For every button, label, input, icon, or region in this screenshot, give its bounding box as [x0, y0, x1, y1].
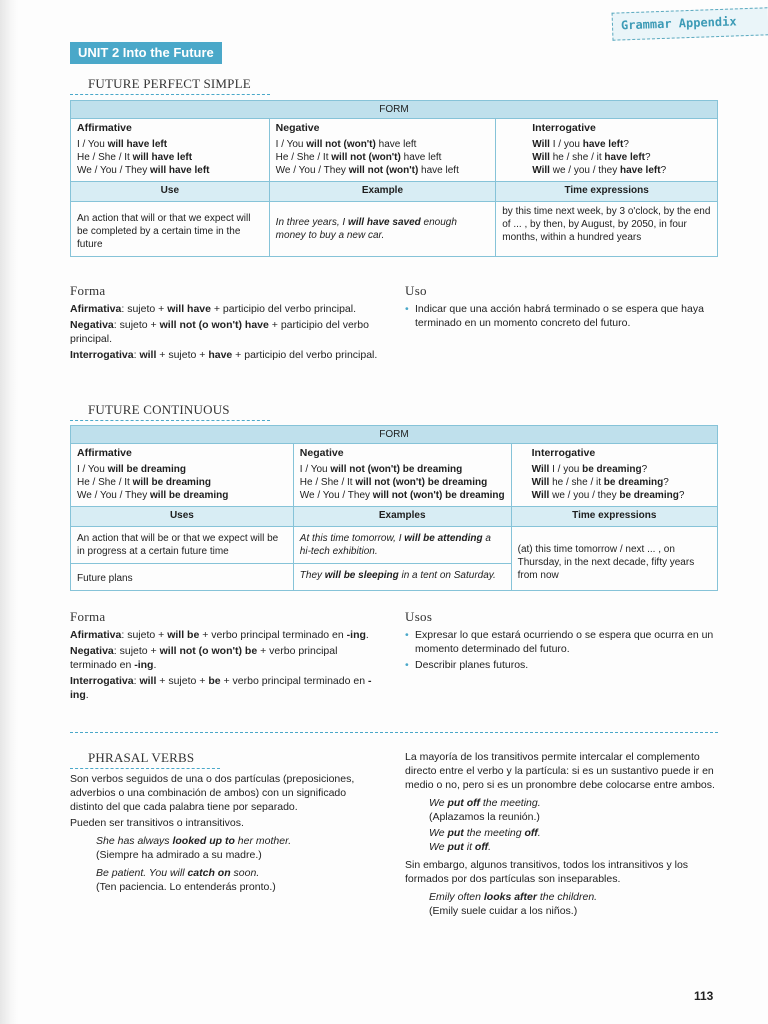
- section-divider: [70, 732, 718, 733]
- usos-item-2: • Describir planes futuros.: [405, 658, 718, 672]
- unit-banner: UNIT 2 Into the Future: [70, 42, 222, 64]
- form-header: FORM: [71, 101, 718, 119]
- grammar-appendix-tab: Grammar Appendix: [612, 7, 768, 40]
- time-expressions-header: Time expressions: [511, 507, 717, 527]
- phrasal-types: Pueden ser transitivos o intransitivos.: [70, 817, 244, 829]
- negative-title: Negative: [275, 122, 320, 134]
- uses-header: Uses: [71, 507, 294, 527]
- book-spine-shadow: [0, 0, 18, 1024]
- example-text: In three years, I will have saved enough money to buy a new car.: [269, 202, 496, 257]
- negative-cell: Negative I / You will not (won't) have left He / She / It will not (won't) have left We / You / They will not (won't) have left: [269, 119, 496, 182]
- interrogative-cell: Interrogative Will I / you have left? Will he / she / it have left? Will we / you / they have left?: [496, 119, 718, 182]
- forma-negative: Negativa: sujeto + will not (o won't) have + participio del verbo principal.: [70, 319, 369, 345]
- examples-header: Examples: [293, 507, 511, 527]
- future-continuous-table: [70, 425, 718, 591]
- uso-item: • Indicar que una acción habrá terminado o se espera que haya terminado en un momento concreto del futuro.: [405, 302, 718, 330]
- example-sentence: Be patient. You will catch on soon.: [96, 867, 260, 879]
- example-header: Example: [269, 182, 496, 202]
- example-2-text: They will be sleeping in a tent on Saturday.: [293, 564, 511, 591]
- example-sentence: She has always looked up to her mother.: [96, 835, 292, 847]
- negative-cell: Negative I / You will not (won't) be dreaming He / She / It will not (won't) be dreaming We / You / They will not (won't) be dreaming: [293, 444, 511, 507]
- example-sentence: We put the meeting off.: [429, 827, 541, 839]
- future-continuous-heading: FUTURE CONTINUOUS: [70, 402, 270, 421]
- interrogative-title: Interrogative: [532, 122, 596, 134]
- example-translation: (Emily suele cuidar a los niños.): [429, 905, 578, 917]
- usos-block-2: [405, 610, 718, 674]
- phrasal-inseparable-rule: Sin embargo, algunos transitivos, todos los intransitivos y los formados por dos partículas son inseparables.: [405, 859, 689, 885]
- example-1-text: At this time tomorrow, I will be attending a hi-tech exhibition.: [293, 527, 511, 564]
- time-expressions-header: Time expressions: [496, 182, 718, 202]
- affirmative-cell: Affirmative I / You will be dreaming He / She / It will be dreaming We / You / They will be dreaming: [71, 444, 294, 507]
- phrasal-left-column: [70, 772, 380, 894]
- uso-title: Uso: [405, 283, 427, 298]
- phrasal-right-column: [405, 750, 718, 918]
- forma-title: Forma: [70, 283, 106, 298]
- forma-interrogative: Interrogativa: will + sujeto + be + verbo principal terminado en -ing.: [70, 675, 372, 701]
- time-expressions-text: by this time next week, by 3 o'clock, by the end of ... , by then, by August, by 2050, in four months, within a hundred years: [496, 202, 718, 257]
- use-header: Use: [71, 182, 270, 202]
- forma-affirmative: Afirmativa: sujeto + will have + participio del verbo principal.: [70, 303, 357, 315]
- affirmative-title: Affirmative: [77, 122, 132, 134]
- use-2-text: Future plans: [71, 564, 294, 591]
- interrogative-cell: Interrogative Will I / you be dreaming? Will he / she / it be dreaming? Will we / you / they be dreaming?: [511, 444, 717, 507]
- time-expressions-text: (at) this time tomorrow / next ... , on Thursday, in the next decade, fifty years from now: [511, 527, 717, 591]
- forma-block-2: [70, 610, 380, 704]
- future-perfect-table: [70, 100, 718, 257]
- future-perfect-heading: FUTURE PERFECT SIMPLE: [70, 76, 270, 95]
- usos-title: Usos: [405, 609, 433, 624]
- example-translation: (Siempre ha admirado a su madre.): [96, 849, 262, 861]
- example-translation: (Ten paciencia. Lo entenderás pronto.): [96, 881, 276, 893]
- forma-title: Forma: [70, 609, 106, 624]
- phrasal-verbs-heading: PHRASAL VERBS: [70, 750, 220, 769]
- uso-block-1: [405, 284, 718, 332]
- form-header: FORM: [71, 426, 718, 444]
- phrasal-transitive-rule: La mayoría de los transitivos permite intercalar el complemento directo entre el verbo y la partícula: si es un sustantivo puede ir en medio o no, pero si es un pronombre debe colocarse entre ambos.: [405, 751, 715, 791]
- forma-affirmative: Afirmativa: sujeto + will be + verbo principal terminado en -ing.: [70, 629, 369, 641]
- forma-negative: Negativa: sujeto + will not (o won't) be + verbo principal terminado en -ing.: [70, 645, 338, 671]
- forma-interrogative: Interrogativa: will + sujeto + have + participio del verbo principal.: [70, 349, 378, 361]
- use-1-text: An action that will be or that we expect will be in progress at a certain future time: [71, 527, 294, 564]
- page-number: 113: [694, 989, 714, 1003]
- example-translation: (Aplazamos la reunión.): [429, 811, 540, 823]
- forma-block-1: [70, 284, 380, 364]
- use-text: An action that will or that we expect will be completed by a certain time in the future: [71, 202, 270, 257]
- usos-item-1: • Expresar lo que estará ocurriendo o se espera que ocurra en un momento determinado del futuro.: [405, 628, 718, 656]
- example-sentence: We put it off.: [429, 841, 492, 853]
- example-sentence: We put off the meeting.: [429, 797, 541, 809]
- affirmative-cell: Affirmative I / You will have left He / She / It will have left We / You / They will have left: [71, 119, 270, 182]
- phrasal-intro: Son verbos seguidos de una o dos partículas (preposiciones, adverbios o una combinación de ambos) con un significado distinto del que cada palabra tiene por separado.: [70, 773, 355, 813]
- example-sentence: Emily often looks after the children.: [429, 891, 598, 903]
